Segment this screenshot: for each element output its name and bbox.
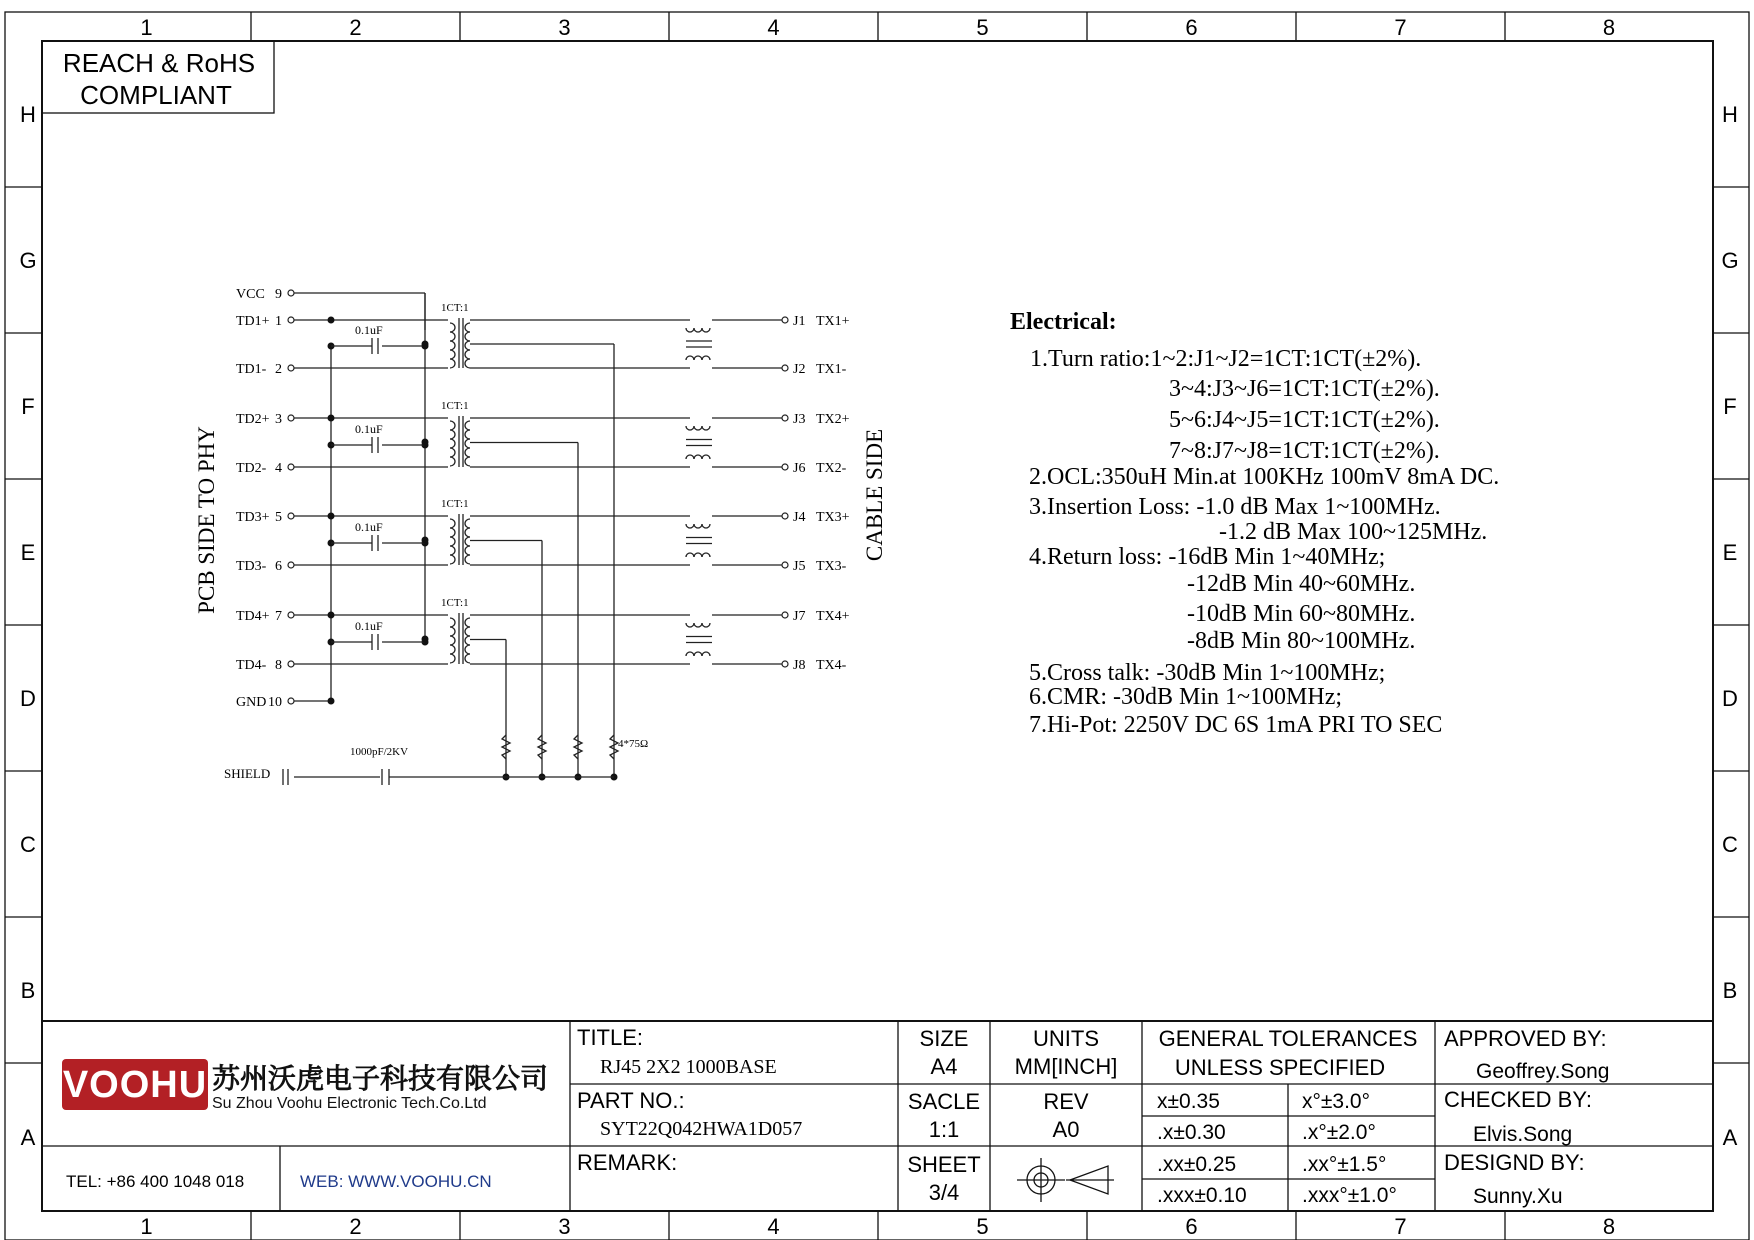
transformer-coil <box>450 645 455 654</box>
zone-row-label: C <box>1722 832 1738 857</box>
zone-column-label: 2 <box>349 1214 362 1239</box>
spec-line: 7.Hi-Pot: 2250V DC 6S 1mA PRI TO SEC <box>1029 712 1443 738</box>
junction-dot <box>422 636 429 643</box>
right-pin-name: TX1- <box>816 362 847 377</box>
transformer-coil <box>465 636 470 645</box>
ratio-label: 1CT:1 <box>441 597 469 609</box>
left-pin-name: TD2+ <box>236 412 270 427</box>
right-pin-name: TX3+ <box>816 510 850 525</box>
tol-angular: .xx°±1.5° <box>1302 1153 1387 1176</box>
part-value: SYT22Q042HWA1D057 <box>600 1118 803 1140</box>
transformer-coil <box>465 654 470 663</box>
tol-linear: .x±0.30 <box>1157 1121 1226 1144</box>
spec-line: 7~8:J7~J8=1CT:1CT(±2%). <box>1169 438 1440 464</box>
transformer-coil <box>465 332 470 341</box>
zone-row-label: H <box>1722 102 1738 127</box>
zone-row-label: H <box>20 102 36 127</box>
left-pin-name: GND <box>236 695 267 710</box>
ratio-label: 1CT:1 <box>441 498 469 510</box>
left-pin-number: 9 <box>275 287 282 302</box>
zone-row-label: E <box>20 540 36 565</box>
right-pin-number: J3 <box>793 412 806 427</box>
left-pin-number: 4 <box>275 461 282 476</box>
right-pin-number: J4 <box>793 510 806 525</box>
transformer-coil <box>450 654 455 663</box>
junction-dot <box>328 415 335 422</box>
zone-row-label: G <box>19 248 37 273</box>
zone-column-label: 6 <box>1185 15 1198 40</box>
choke-coil <box>686 652 694 656</box>
transformer-coil <box>450 519 455 528</box>
resistor-label: 4*75Ω <box>618 738 649 750</box>
spec-line: 1.Turn ratio:1~2:J1~J2=1CT:1CT(±2%). <box>1030 346 1422 372</box>
transformer-coil <box>450 627 455 636</box>
right-pin-number: J8 <box>793 658 806 673</box>
transformer-coil <box>450 546 455 555</box>
choke-coil <box>702 426 710 430</box>
company-name-en: Su Zhou Voohu Electronic Tech.Co.Ltd <box>212 1095 487 1112</box>
right-pin-name: TX4- <box>816 658 847 673</box>
transformer-coil <box>450 350 455 359</box>
right-pin-number: J1 <box>793 314 806 329</box>
zone-column-label: 5 <box>976 1214 989 1239</box>
tol-angular: .xxx°±1.0° <box>1302 1184 1397 1207</box>
pin-terminal <box>782 562 788 568</box>
shield-cap-label: 1000pF/2KV <box>350 746 409 758</box>
right-pin-number: J6 <box>793 461 806 476</box>
choke-coil <box>702 455 710 459</box>
choke-coil <box>686 524 694 528</box>
junction-dot <box>328 513 335 520</box>
transformer-coil <box>465 537 470 546</box>
choke-coil <box>686 553 694 557</box>
tol-linear: .xx±0.25 <box>1157 1153 1237 1176</box>
left-pin-name: TD3- <box>236 559 267 574</box>
zone-row-label: D <box>1722 686 1738 711</box>
spec-line: -10dB Min 60~80MHz. <box>1187 601 1416 627</box>
scale-label: SACLE <box>907 1089 981 1114</box>
transformer-coil <box>465 555 470 564</box>
zone-column-label: 8 <box>1602 15 1616 40</box>
cap-label: 0.1uF <box>355 520 383 534</box>
units-value: MM[INCH] <box>1014 1054 1118 1079</box>
transformer-coil <box>450 421 455 430</box>
zone-column-label: 4 <box>767 1214 780 1239</box>
transformer-coil <box>465 627 470 636</box>
zone-row-label: B <box>20 978 36 1003</box>
transformer-coil <box>450 359 455 368</box>
zone-column-label: 1 <box>140 1214 153 1239</box>
choke-coil <box>694 356 702 360</box>
electrical-heading: Electrical: <box>1010 309 1117 335</box>
pin-terminal <box>288 513 294 519</box>
choke-coil <box>694 623 702 627</box>
junction-dot <box>422 439 429 446</box>
right-pin-labels <box>782 314 850 673</box>
spec-line: -1.2 dB Max 100~125MHz. <box>1219 519 1488 545</box>
zone-grid <box>5 12 1749 1240</box>
choke-coil <box>702 553 710 557</box>
electrical-spec <box>1010 309 1499 738</box>
tolerance-label-2: UNLESS SPECIFIED <box>1174 1055 1386 1080</box>
left-pin-name: VCC <box>236 287 265 302</box>
spec-line: 5~6:J4~J5=1CT:1CT(±2%). <box>1169 407 1440 433</box>
cap-label: 0.1uF <box>355 422 383 436</box>
pin-terminal <box>288 562 294 568</box>
pin-terminal <box>782 317 788 323</box>
tol-linear: .xxx±0.10 <box>1157 1184 1247 1207</box>
left-pin-name: TD4- <box>236 658 267 673</box>
zone-row-label: A <box>1722 1125 1738 1150</box>
right-pin-name: TX2+ <box>816 412 850 427</box>
choke-coil <box>694 524 702 528</box>
choke-coil <box>694 328 702 332</box>
size-label: SIZE <box>919 1026 969 1051</box>
choke-coil <box>686 455 694 459</box>
zone-row-label: C <box>20 832 36 857</box>
spec-line: 3~4:J3~J6=1CT:1CT(±2%). <box>1169 376 1440 402</box>
zone-column-label: 3 <box>558 1214 571 1239</box>
pin-terminal <box>782 513 788 519</box>
pin-terminal <box>288 698 294 704</box>
right-pin-number: J7 <box>793 609 806 624</box>
transformer-coil <box>465 528 470 537</box>
cap-label: 0.1uF <box>355 619 383 633</box>
transformer-coil <box>450 430 455 439</box>
checked-value: Elvis.Song <box>1473 1123 1573 1146</box>
transformer-coil <box>450 555 455 564</box>
approved-value: Geoffrey.Song <box>1476 1060 1610 1083</box>
spec-line: -12dB Min 40~60MHz. <box>1187 571 1416 597</box>
choke-coil <box>694 426 702 430</box>
choke-coil <box>694 652 702 656</box>
left-pin-name: TD1+ <box>236 314 270 329</box>
zone-column-label: 4 <box>767 15 780 40</box>
choke-coil <box>686 623 694 627</box>
right-pin-name: TX2- <box>816 461 847 476</box>
wiring <box>283 293 782 785</box>
left-pin-name: TD1- <box>236 362 267 377</box>
pcb-side-label: PCB SIDE TO PHY <box>194 426 219 614</box>
spec-line: -8dB Min 80~100MHz. <box>1187 628 1416 654</box>
outer-border <box>5 12 1749 1240</box>
transformer-coil <box>465 341 470 350</box>
compliance-line1: REACH & RoHS <box>62 48 256 78</box>
transformer-coil <box>465 457 470 466</box>
choke-coil <box>694 455 702 459</box>
spec-line: 3.Insertion Loss: -1.0 dB Max 1~100MHz. <box>1029 494 1441 520</box>
transformer-coil <box>465 519 470 528</box>
rev-value: A0 <box>1052 1117 1080 1142</box>
transformer-coil <box>465 448 470 457</box>
sheet-label: SHEET <box>907 1152 981 1177</box>
junction-dot <box>328 612 335 619</box>
right-pin-number: J5 <box>793 559 806 574</box>
junction-dot <box>422 341 429 348</box>
junction-dot <box>328 698 335 705</box>
left-pin-number: 3 <box>275 412 282 427</box>
tolerance-label-1: GENERAL TOLERANCES <box>1158 1026 1418 1051</box>
zone-row-label: A <box>20 1125 36 1150</box>
cable-side-label: CABLE SIDE <box>862 428 887 562</box>
transformer-coil <box>465 546 470 555</box>
sheet-value: 3/4 <box>928 1180 960 1205</box>
transformer-coil <box>450 341 455 350</box>
zone-column-label: 1 <box>140 15 153 40</box>
part-label: PART NO.: <box>577 1088 685 1113</box>
spec-line: 6.CMR: -30dB Min 1~100MHz; <box>1029 684 1343 710</box>
transformer-coil <box>450 332 455 341</box>
transformer-coil <box>450 439 455 448</box>
junction-dot <box>422 537 429 544</box>
designed-label: DESIGND BY: <box>1444 1150 1585 1175</box>
pin-terminal <box>288 317 294 323</box>
rev-label: REV <box>1043 1089 1089 1114</box>
left-pin-labels <box>236 287 294 710</box>
zone-row-label: F <box>21 394 35 419</box>
left-pin-name: TD3+ <box>236 510 270 525</box>
pin-terminal <box>288 661 294 667</box>
designed-value: Sunny.Xu <box>1473 1185 1563 1208</box>
choke-coil <box>702 524 710 528</box>
zone-row-label: D <box>20 686 36 711</box>
pin-terminal <box>782 612 788 618</box>
left-pin-number: 10 <box>268 695 282 710</box>
transformer-coil <box>465 323 470 332</box>
ratio-label: 1CT:1 <box>441 302 469 314</box>
choke-coil <box>702 356 710 360</box>
tel-text: TEL: +86 400 1048 018 <box>66 1172 245 1191</box>
right-pin-number: J2 <box>793 362 806 377</box>
transformer-coil <box>465 359 470 368</box>
scale-value: 1:1 <box>928 1117 960 1142</box>
pin-terminal <box>782 365 788 371</box>
left-pin-number: 1 <box>275 314 282 329</box>
checked-label: CHECKED BY: <box>1444 1087 1592 1112</box>
logo-text: VOOHU <box>62 1064 208 1106</box>
choke-coil <box>702 623 710 627</box>
transformer-coil <box>450 323 455 332</box>
units-label: UNITS <box>1033 1026 1099 1051</box>
title-block <box>42 1021 1713 1211</box>
transformer-coil <box>465 421 470 430</box>
tol-angular: .x°±2.0° <box>1302 1121 1376 1144</box>
spec-line: 5.Cross talk: -30dB Min 1~100MHz; <box>1029 660 1386 686</box>
pin-terminal <box>782 464 788 470</box>
pin-terminal <box>782 661 788 667</box>
transformer-coil <box>450 528 455 537</box>
transformer-coil <box>450 636 455 645</box>
transformer-coil <box>465 350 470 359</box>
zone-column-label: 5 <box>976 15 989 40</box>
left-pin-number: 8 <box>275 658 282 673</box>
choke-coil <box>686 328 694 332</box>
zone-column-label: 2 <box>349 15 362 40</box>
transformer-coil <box>450 448 455 457</box>
schematic <box>194 287 887 785</box>
web-link[interactable]: WEB: WWW.VOOHU.CN <box>300 1172 492 1191</box>
left-pin-number: 2 <box>275 362 282 377</box>
zone-column-label: 7 <box>1394 15 1407 40</box>
transformer-coil <box>450 618 455 627</box>
left-pin-name: TD2- <box>236 461 267 476</box>
pin-terminal <box>782 415 788 421</box>
choke-coil <box>702 328 710 332</box>
right-pin-name: TX1+ <box>816 314 850 329</box>
zone-row-label: G <box>1721 248 1739 273</box>
left-pin-name: TD4+ <box>236 609 270 624</box>
zone-row-label: B <box>1722 978 1738 1003</box>
shield-label: SHIELD <box>224 766 271 781</box>
approved-label: APPROVED BY: <box>1444 1026 1607 1051</box>
transformer-coil <box>465 430 470 439</box>
pin-terminal <box>288 290 294 296</box>
right-pin-name: TX4+ <box>816 609 850 624</box>
left-pin-number: 6 <box>275 559 282 574</box>
projection-symbol <box>1017 1158 1114 1202</box>
pin-terminal <box>288 415 294 421</box>
tol-angular: x°±3.0° <box>1302 1090 1371 1113</box>
left-pin-number: 5 <box>275 510 282 525</box>
tol-linear: x±0.35 <box>1157 1090 1220 1113</box>
transformer-coil <box>450 457 455 466</box>
zone-column-label: 8 <box>1602 1214 1616 1239</box>
right-pin-name: TX3- <box>816 559 847 574</box>
size-value: A4 <box>930 1054 958 1079</box>
pin-terminal <box>288 464 294 470</box>
company-name-cn: 苏州沃虎电子科技有限公司 <box>212 1063 549 1094</box>
zone-row-label: E <box>1722 540 1738 565</box>
choke-coil <box>702 652 710 656</box>
title-value: RJ45 2X2 1000BASE <box>600 1056 777 1078</box>
zone-column-label: 6 <box>1185 1214 1198 1239</box>
transformer-coil <box>465 439 470 448</box>
transformer-coil <box>465 618 470 627</box>
choke-coil <box>686 356 694 360</box>
compliance-line2: COMPLIANT <box>80 80 232 110</box>
pin-terminal <box>288 612 294 618</box>
cap-label: 0.1uF <box>355 323 383 337</box>
junction-dot <box>328 317 335 324</box>
compliance-box <box>42 41 274 113</box>
left-pin-number: 7 <box>275 609 282 624</box>
remark-label: REMARK: <box>577 1150 678 1175</box>
choke-coil <box>686 426 694 430</box>
spec-line: 2.OCL:350uH Min.at 100KHz 100mV 8mA DC. <box>1029 464 1500 490</box>
ratio-label: 1CT:1 <box>441 400 469 412</box>
spec-line: 4.Return loss: -16dB Min 1~40MHz; <box>1029 544 1386 570</box>
choke-coil <box>694 553 702 557</box>
transformer-coil <box>450 537 455 546</box>
zone-row-label: F <box>1723 394 1737 419</box>
zone-column-label: 7 <box>1394 1214 1407 1239</box>
zone-column-label: 3 <box>558 15 571 40</box>
title-label: TITLE: <box>577 1025 644 1050</box>
pin-terminal <box>288 365 294 371</box>
transformer-coil <box>465 645 470 654</box>
